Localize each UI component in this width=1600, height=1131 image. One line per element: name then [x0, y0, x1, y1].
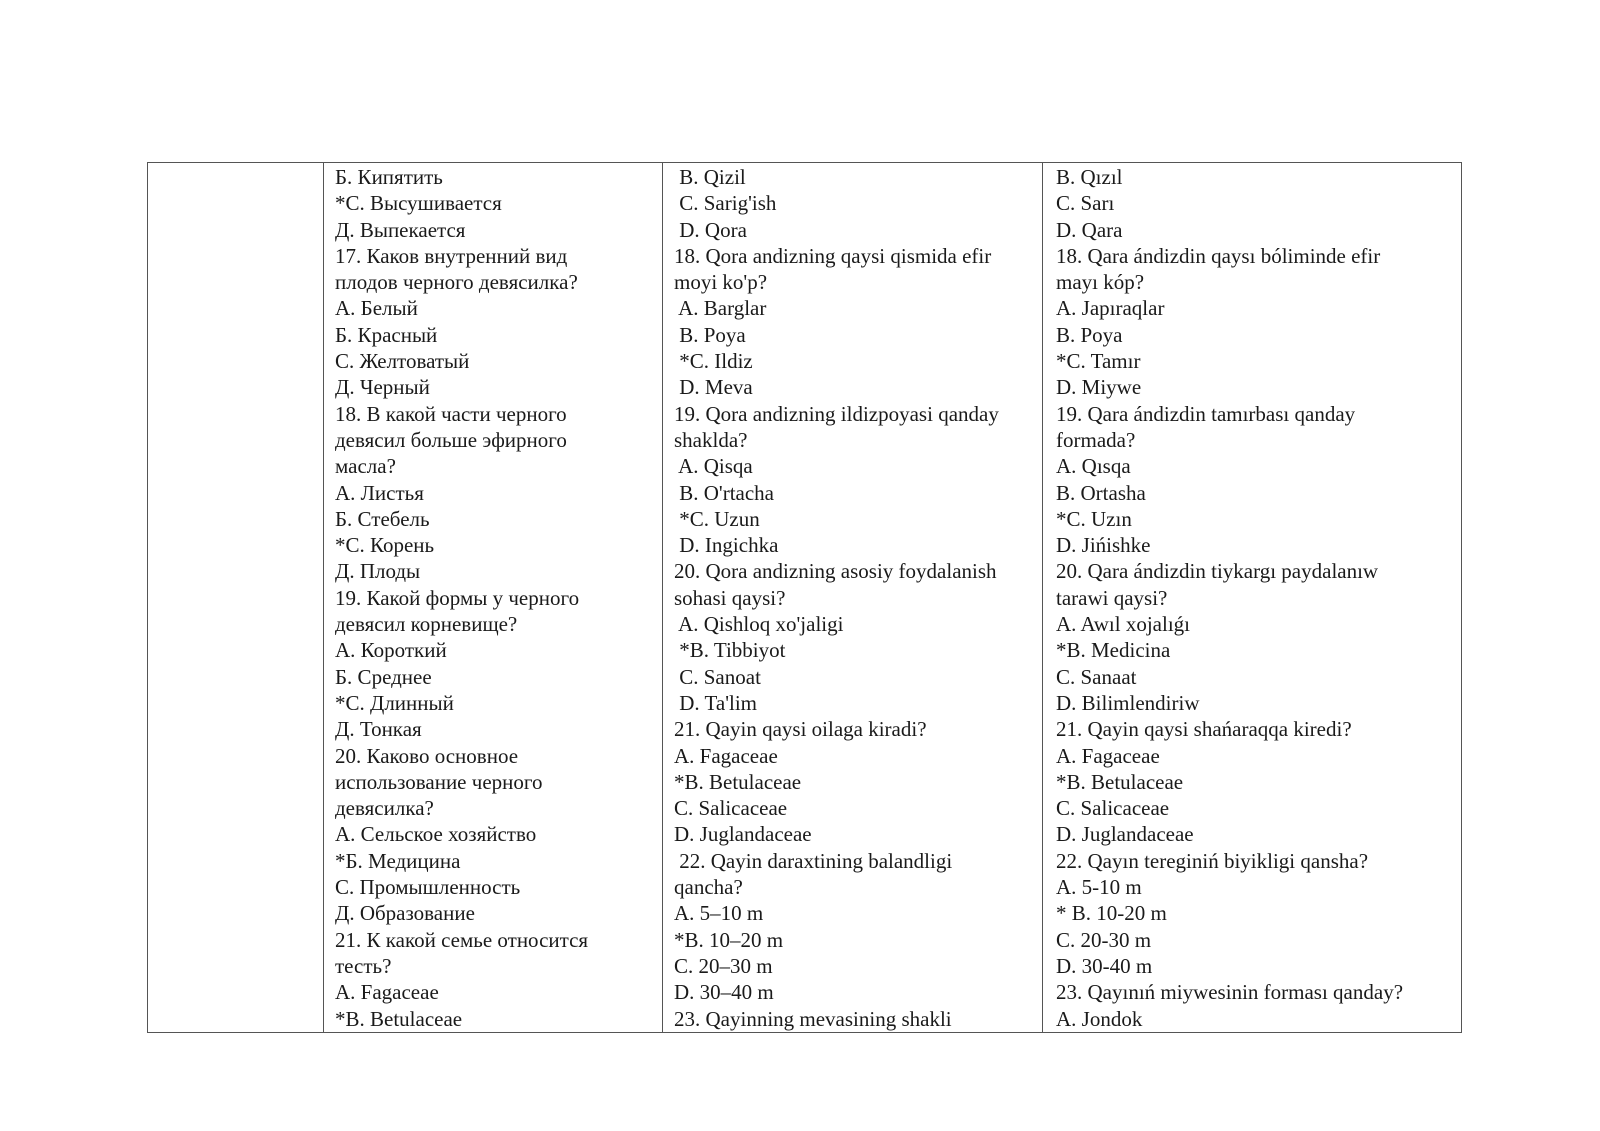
text-line: использование черного — [335, 769, 543, 794]
text-line: B. Ortasha — [1056, 480, 1146, 505]
text-line: A. 5–10 m — [674, 901, 764, 926]
text-line: D. Qara — [1056, 217, 1123, 242]
text-line: 21. Qayin qaysi oilaga kiradi? — [674, 717, 927, 742]
text-line: A. Fagaceae — [674, 743, 778, 768]
text-line: Б. Красный — [335, 322, 438, 347]
text-line: D. Juglandaceae — [674, 822, 812, 847]
text-line: Б. Стебель — [335, 506, 430, 531]
text-line: масла? — [335, 454, 396, 479]
text-line: A. Japıraqlar — [1056, 296, 1165, 321]
text-line: Д. Плоды — [335, 559, 421, 584]
text-line: D. Jińishke — [1056, 533, 1151, 558]
text-line: *С. Высушивается — [335, 191, 502, 216]
text-line: A. Qısqa — [1056, 454, 1131, 479]
russian-cell — [324, 163, 663, 1033]
text-line: A. Fagaceae — [335, 980, 439, 1005]
text-line: плодов черного девясилка? — [335, 270, 578, 295]
text-line: B. O'rtacha — [674, 480, 774, 505]
text-line: девясилка? — [335, 796, 434, 821]
text-line: С. Желтоватый — [335, 349, 470, 374]
text-line: Д. Образование — [335, 901, 475, 926]
text-line: Д. Выпекается — [335, 217, 466, 242]
text-line: Д. Черный — [335, 375, 430, 400]
text-line: А. Сельское хозяйство — [335, 822, 537, 847]
text-line: mayı kóp? — [1056, 270, 1145, 295]
text-line: D. 30-40 m — [1056, 953, 1153, 978]
text-line: *B. Betulaceae — [335, 1006, 463, 1031]
text-line: 22. Qayın tereginiń biyikligi qansha? — [1056, 848, 1369, 873]
text-line: C. Sanaat — [1056, 664, 1137, 689]
text-line: D. Ta'lim — [674, 690, 758, 715]
text-line: 21. Qayin qaysi shańaraqqa kiredi? — [1056, 717, 1352, 742]
text-line: тесть? — [335, 953, 392, 978]
text-line: А. Короткий — [335, 638, 447, 663]
text-line: 17. Каков внутренний вид — [335, 243, 568, 268]
text-line: A. 5-10 m — [1056, 875, 1142, 900]
text-line: Б. Кипятить — [335, 165, 443, 189]
text-line: *C. Uzun — [674, 506, 760, 531]
text-line: С. Промышленность — [335, 875, 521, 900]
text-line: А. Белый — [335, 296, 418, 321]
text-line: B. Qızıl — [1056, 165, 1123, 189]
text-line: formada? — [1056, 427, 1136, 452]
text-line: D. Qora — [674, 217, 747, 242]
text-line: *С. Корень — [335, 533, 435, 558]
text-line: A. Jondok — [1056, 1006, 1143, 1031]
text-line: А. Листья — [335, 480, 424, 505]
text-line: shaklda? — [674, 427, 748, 452]
text-line: 22. Qayin daraxtining balandligi — [674, 848, 953, 873]
text-line: A. Qishloq xo'jaligi — [674, 612, 844, 637]
text-line: C. Salicaceae — [674, 796, 788, 821]
text-line: 23. Qayınıń miywesinin forması qanday? — [1056, 980, 1404, 1005]
quiz-table — [147, 162, 1462, 1033]
text-line: D. 30–40 m — [674, 980, 774, 1005]
text-line: D. Ingichka — [674, 533, 779, 558]
table-row — [148, 163, 1462, 1033]
karakalpak-lines — [1043, 163, 1461, 1032]
text-line: *B. Medicina — [1056, 638, 1171, 663]
text-line: D. Meva — [674, 375, 753, 400]
text-line: 18. Qora andizning qaysi qismida efir — [674, 243, 992, 268]
text-line: C. 20-30 m — [1056, 927, 1152, 952]
uzbek-cell — [663, 163, 1043, 1033]
text-line: * B. 10-20 m — [1056, 901, 1167, 926]
text-line: 19. Qora andizning ildizpoyasi qanday — [674, 401, 999, 426]
text-line: 18. В какой части черного — [335, 401, 567, 426]
text-line: C. 20–30 m — [674, 953, 773, 978]
text-line: A. Awıl xojalıǵı — [1056, 612, 1190, 637]
text-line: девясил корневище? — [335, 612, 518, 637]
text-line: *C. Ildiz — [674, 349, 753, 374]
text-line: Д. Тонкая — [335, 717, 422, 742]
text-line: D. Juglandaceae — [1056, 822, 1194, 847]
text-line: A. Qisqa — [674, 454, 753, 479]
text-line: *С. Длинный — [335, 690, 454, 715]
text-line: Б. Среднее — [335, 664, 432, 689]
text-line: *Б. Медицина — [335, 848, 461, 873]
karakalpak-cell — [1043, 163, 1462, 1033]
russian-lines — [324, 163, 662, 1032]
text-line: 23. Qayinning mevasining shakli — [674, 1006, 952, 1031]
text-line: 20. Каково основное — [335, 743, 519, 768]
text-line: 20. Qora andizning asosiy foydalanish — [674, 559, 997, 584]
text-line: 18. Qara ándizdin qaysı bóliminde efir — [1056, 243, 1381, 268]
text-line: *B. Betulaceae — [674, 769, 802, 794]
text-line: 19. Qara ándizdin tamırbası qanday — [1056, 401, 1356, 426]
text-line: sohasi qaysi? — [674, 585, 786, 610]
empty-number-cell — [148, 163, 324, 1033]
text-line: B. Poya — [674, 322, 746, 347]
text-line: *C. Uzın — [1056, 506, 1132, 531]
text-line: A. Fagaceae — [1056, 743, 1160, 768]
text-line: B. Qizil — [674, 165, 746, 189]
text-line: C. Sanoat — [674, 664, 761, 689]
text-line: D. Bilimlendiriw — [1056, 690, 1200, 715]
text-line: *B. Betulaceae — [1056, 769, 1184, 794]
text-line: девясил больше эфирного — [335, 427, 567, 452]
text-line: tarawi qaysi? — [1056, 585, 1168, 610]
text-line: A. Barglar — [674, 296, 767, 321]
text-line: 21. К какой семье относится — [335, 927, 589, 952]
text-line: C. Sarig'ish — [674, 191, 777, 216]
text-line: 19. Какой формы у черного — [335, 585, 580, 610]
text-line: D. Miywe — [1056, 375, 1142, 400]
text-line: C. Salicaceae — [1056, 796, 1170, 821]
uzbek-lines — [663, 163, 1042, 1032]
text-line: 20. Qara ándizdin tiykargı paydalanıw — [1056, 559, 1379, 584]
text-line: moyi ko'p? — [674, 270, 768, 295]
text-line: C. Sarı — [1056, 191, 1115, 216]
text-line: *B. Tibbiyot — [674, 638, 786, 663]
text-line: *B. 10–20 m — [674, 927, 784, 952]
text-line: B. Poya — [1056, 322, 1123, 347]
text-line: qancha? — [674, 875, 743, 900]
text-line: *C. Tamır — [1056, 349, 1141, 374]
